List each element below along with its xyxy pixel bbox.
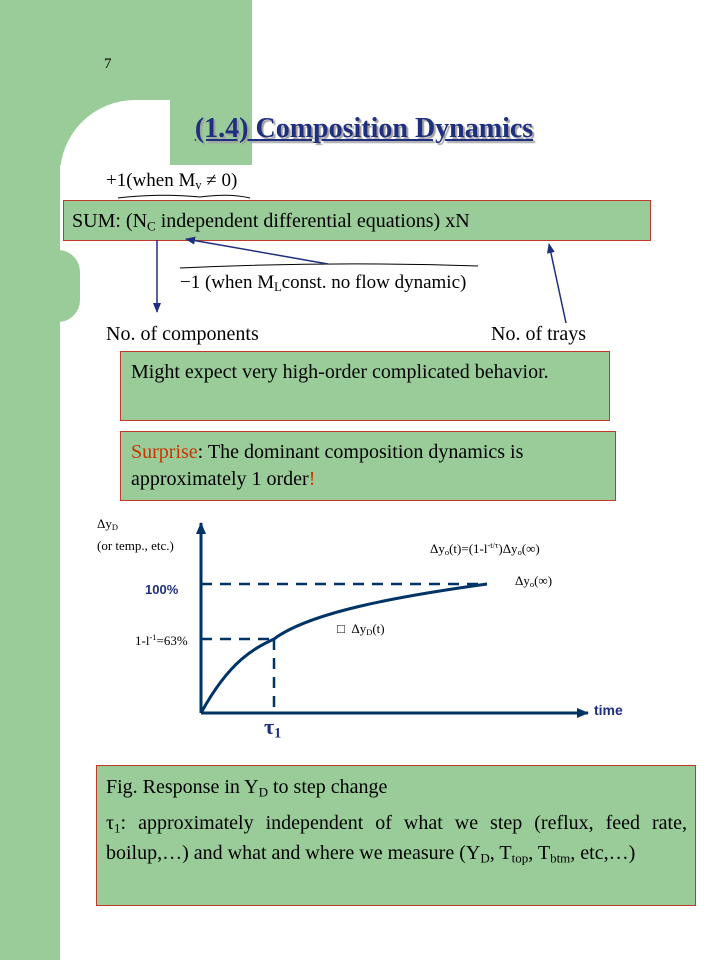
inf-a: Δy	[515, 573, 530, 588]
body-c: , T	[528, 842, 551, 864]
tau-symbol: τ	[264, 714, 275, 739]
body-d: , etc,…)	[570, 842, 636, 864]
tau-sub: 1	[274, 725, 282, 742]
body-sub2: top	[511, 850, 529, 866]
surprise-text: : The dominant composition dynamics is approximately 1 order	[131, 441, 524, 490]
page-title: (1.4) Composition Dynamics	[194, 113, 534, 144]
sum-suffix: independent differential equations) xN	[155, 210, 470, 232]
plus-one-sub: v	[195, 178, 202, 193]
response-curve	[201, 584, 487, 713]
ylabel-note: (or temp., etc.)	[97, 538, 174, 554]
eq-part-c: )Δy	[498, 541, 518, 556]
caption-a: Fig. Response in Y	[106, 776, 259, 798]
figure-body	[106, 808, 687, 868]
curve-label	[337, 621, 385, 637]
surprise-highlight: Surprise	[131, 441, 198, 463]
inf-sub: o	[529, 579, 535, 590]
body-b: , T	[489, 842, 512, 864]
plus-one-sign: +1	[106, 170, 127, 191]
x-axis-label: time	[594, 702, 623, 718]
label-components: No. of components	[106, 323, 259, 345]
figure-caption-box	[96, 765, 696, 906]
sum-sub: C	[147, 218, 156, 234]
body-sub1: D	[480, 850, 490, 866]
minus-one-rest: const. no flow dynamic)	[281, 272, 467, 293]
curve-a: Δy	[351, 621, 367, 636]
label-trays: No. of trays	[491, 323, 586, 345]
inf-b: (∞)	[534, 573, 553, 588]
eq-sub2: o	[517, 547, 522, 558]
page-number: 7	[104, 56, 112, 72]
eq-part-a: Δy	[430, 541, 445, 556]
expect-box: Might expect very high-order complicated behavior.	[120, 351, 610, 421]
ylabel-sub: D	[111, 522, 118, 533]
caption-sub: D	[258, 784, 268, 800]
eq-sub: o	[444, 547, 450, 558]
graph-ylabel	[97, 513, 174, 557]
tick-63-a: 1-l	[135, 633, 150, 648]
response-equation	[430, 541, 540, 557]
curve-mark: □	[337, 621, 345, 636]
eq-part-b: (t)=(1-l	[449, 541, 488, 556]
surprise-bang: !	[308, 468, 316, 490]
tick-63-sup: -1	[149, 631, 157, 642]
eq-part-d: (∞)	[521, 541, 540, 556]
sum-prefix: SUM: (N	[72, 210, 148, 232]
eq-sup: -t/τ	[487, 539, 499, 550]
body-tau: τ	[106, 812, 115, 834]
tau-label	[264, 714, 281, 740]
final-value-label	[515, 573, 552, 589]
ylabel-dy: Δy	[97, 516, 112, 531]
curve-b: (t)	[372, 621, 385, 636]
tick-100: 100%	[145, 582, 179, 597]
curve-sub: D	[366, 627, 373, 638]
body-sub3: btm	[550, 850, 571, 866]
minus-one-sign: −1	[180, 272, 201, 293]
minus-one-text: (when M	[200, 272, 275, 293]
plus-one-text: (when M	[126, 170, 196, 191]
body-tau-sub: 1	[114, 820, 121, 836]
caption-b: to step change	[268, 776, 388, 798]
tick-63	[135, 633, 188, 649]
plus-one-rest: ≠ 0)	[201, 170, 238, 191]
minus-one-sub: L	[274, 280, 282, 295]
tick-63-b: =63%	[156, 633, 188, 648]
body-a: : approximately independent of what we step (reflux, feed rate, boilup,…) and what and where we measure (Y	[106, 812, 687, 864]
figure-caption	[106, 772, 687, 802]
